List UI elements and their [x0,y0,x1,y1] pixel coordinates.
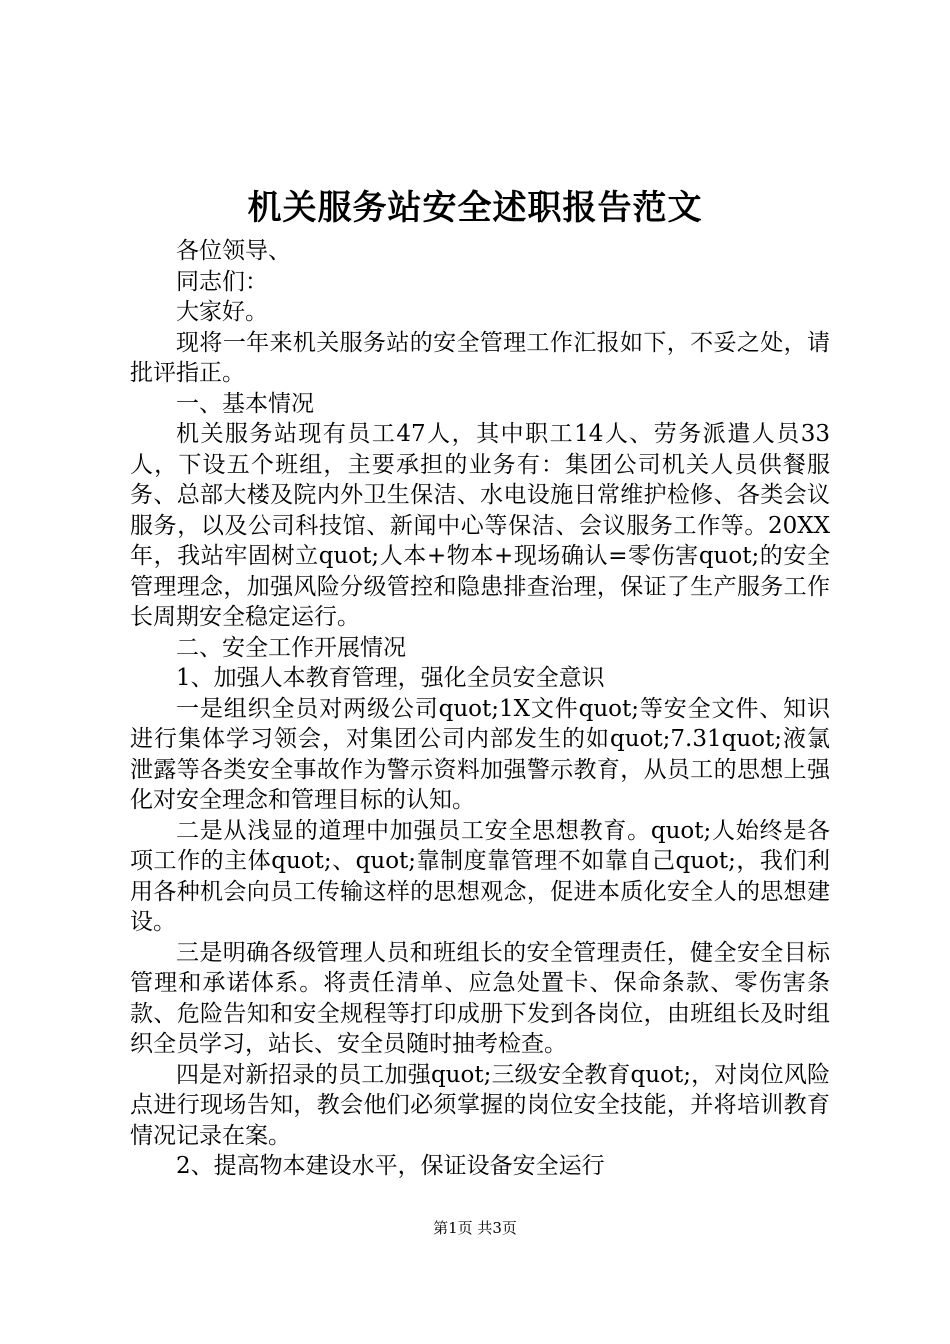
intro-paragraph: 现将一年来机关服务站的安全管理工作汇报如下，不妥之处，请批评指正。 [130,329,830,386]
document-title: 机关服务站安全述职报告范文 [247,188,703,228]
page-number-footer: 第1页 共3页 [433,1219,517,1237]
section-heading-basic: 一、基本情况 [176,390,314,417]
section-heading-work: 二、安全工作开展情况 [176,634,406,661]
subheading-education: 1、加强人本教育管理，强化全员安全意识 [176,665,605,691]
paragraph-point-four: 四是对新招录的员工加强quot;三级安全教育quot;，对岗位风险点进行现场告知，教会他们必须掌握的岗位安全技能，并将培训教育情况记录在案。 [130,1061,831,1149]
basic-info-paragraph: 机关服务站现有员工47人，其中职工14人、劳务派遣人员33人，下设五个班组，主要承担的业务有：集团公司机关人员供餐服务、总部大楼及院内外卫生保洁、水电设施日常维护检修、各类会议服务，以及公司科技馆、新闻中心等保洁、会议服务工作等。20XX年，我站牢固树立quot;人本+物本+现场确认=零伤害quot;的安全管理理念，加强风险分级管控和隐患排查治理，保证了生产服务工作长周期安全稳定运行。 [130,421,830,630]
paragraph-point-three: 三是明确各级管理人员和班组长的安全管理责任，健全安全目标管理和承诺体系。将责任清单、应急处置卡、保命条款、零伤害条款、危险告知和安全规程等打印成册下发到各岗位，由班组长及时组织全员学习，站长、安全员随时抽考检查。 [130,939,830,1057]
document-body [130,236,830,1182]
greeting: 大家好。 [176,299,268,325]
paragraph-point-two: 二是从浅显的道理中加强员工安全思想教育。quot;人始终是各项工作的主体quot;、quot;靠制度靠管理不如靠自己quot;，我们利用各种机会向员工传输这样的思想观念，促进本质化安全人的思想建设。 [130,817,830,935]
paragraph-point-one: 一是组织全员对两级公司quot;1X文件quot;等安全文件、知识进行集体学习领会，对集团公司内部发生的如quot;7.31quot;液氯泄露等各类安全事故作为警示资料加强警示教育，从员工的思想上强化对安全理念和管理目标的认知。 [130,695,830,813]
salutation-leaders: 各位领导、 [176,238,291,264]
salutation-comrades: 同志们： [176,268,268,295]
subheading-equipment: 2、提高物本建设水平，保证设备安全运行 [176,1153,605,1179]
